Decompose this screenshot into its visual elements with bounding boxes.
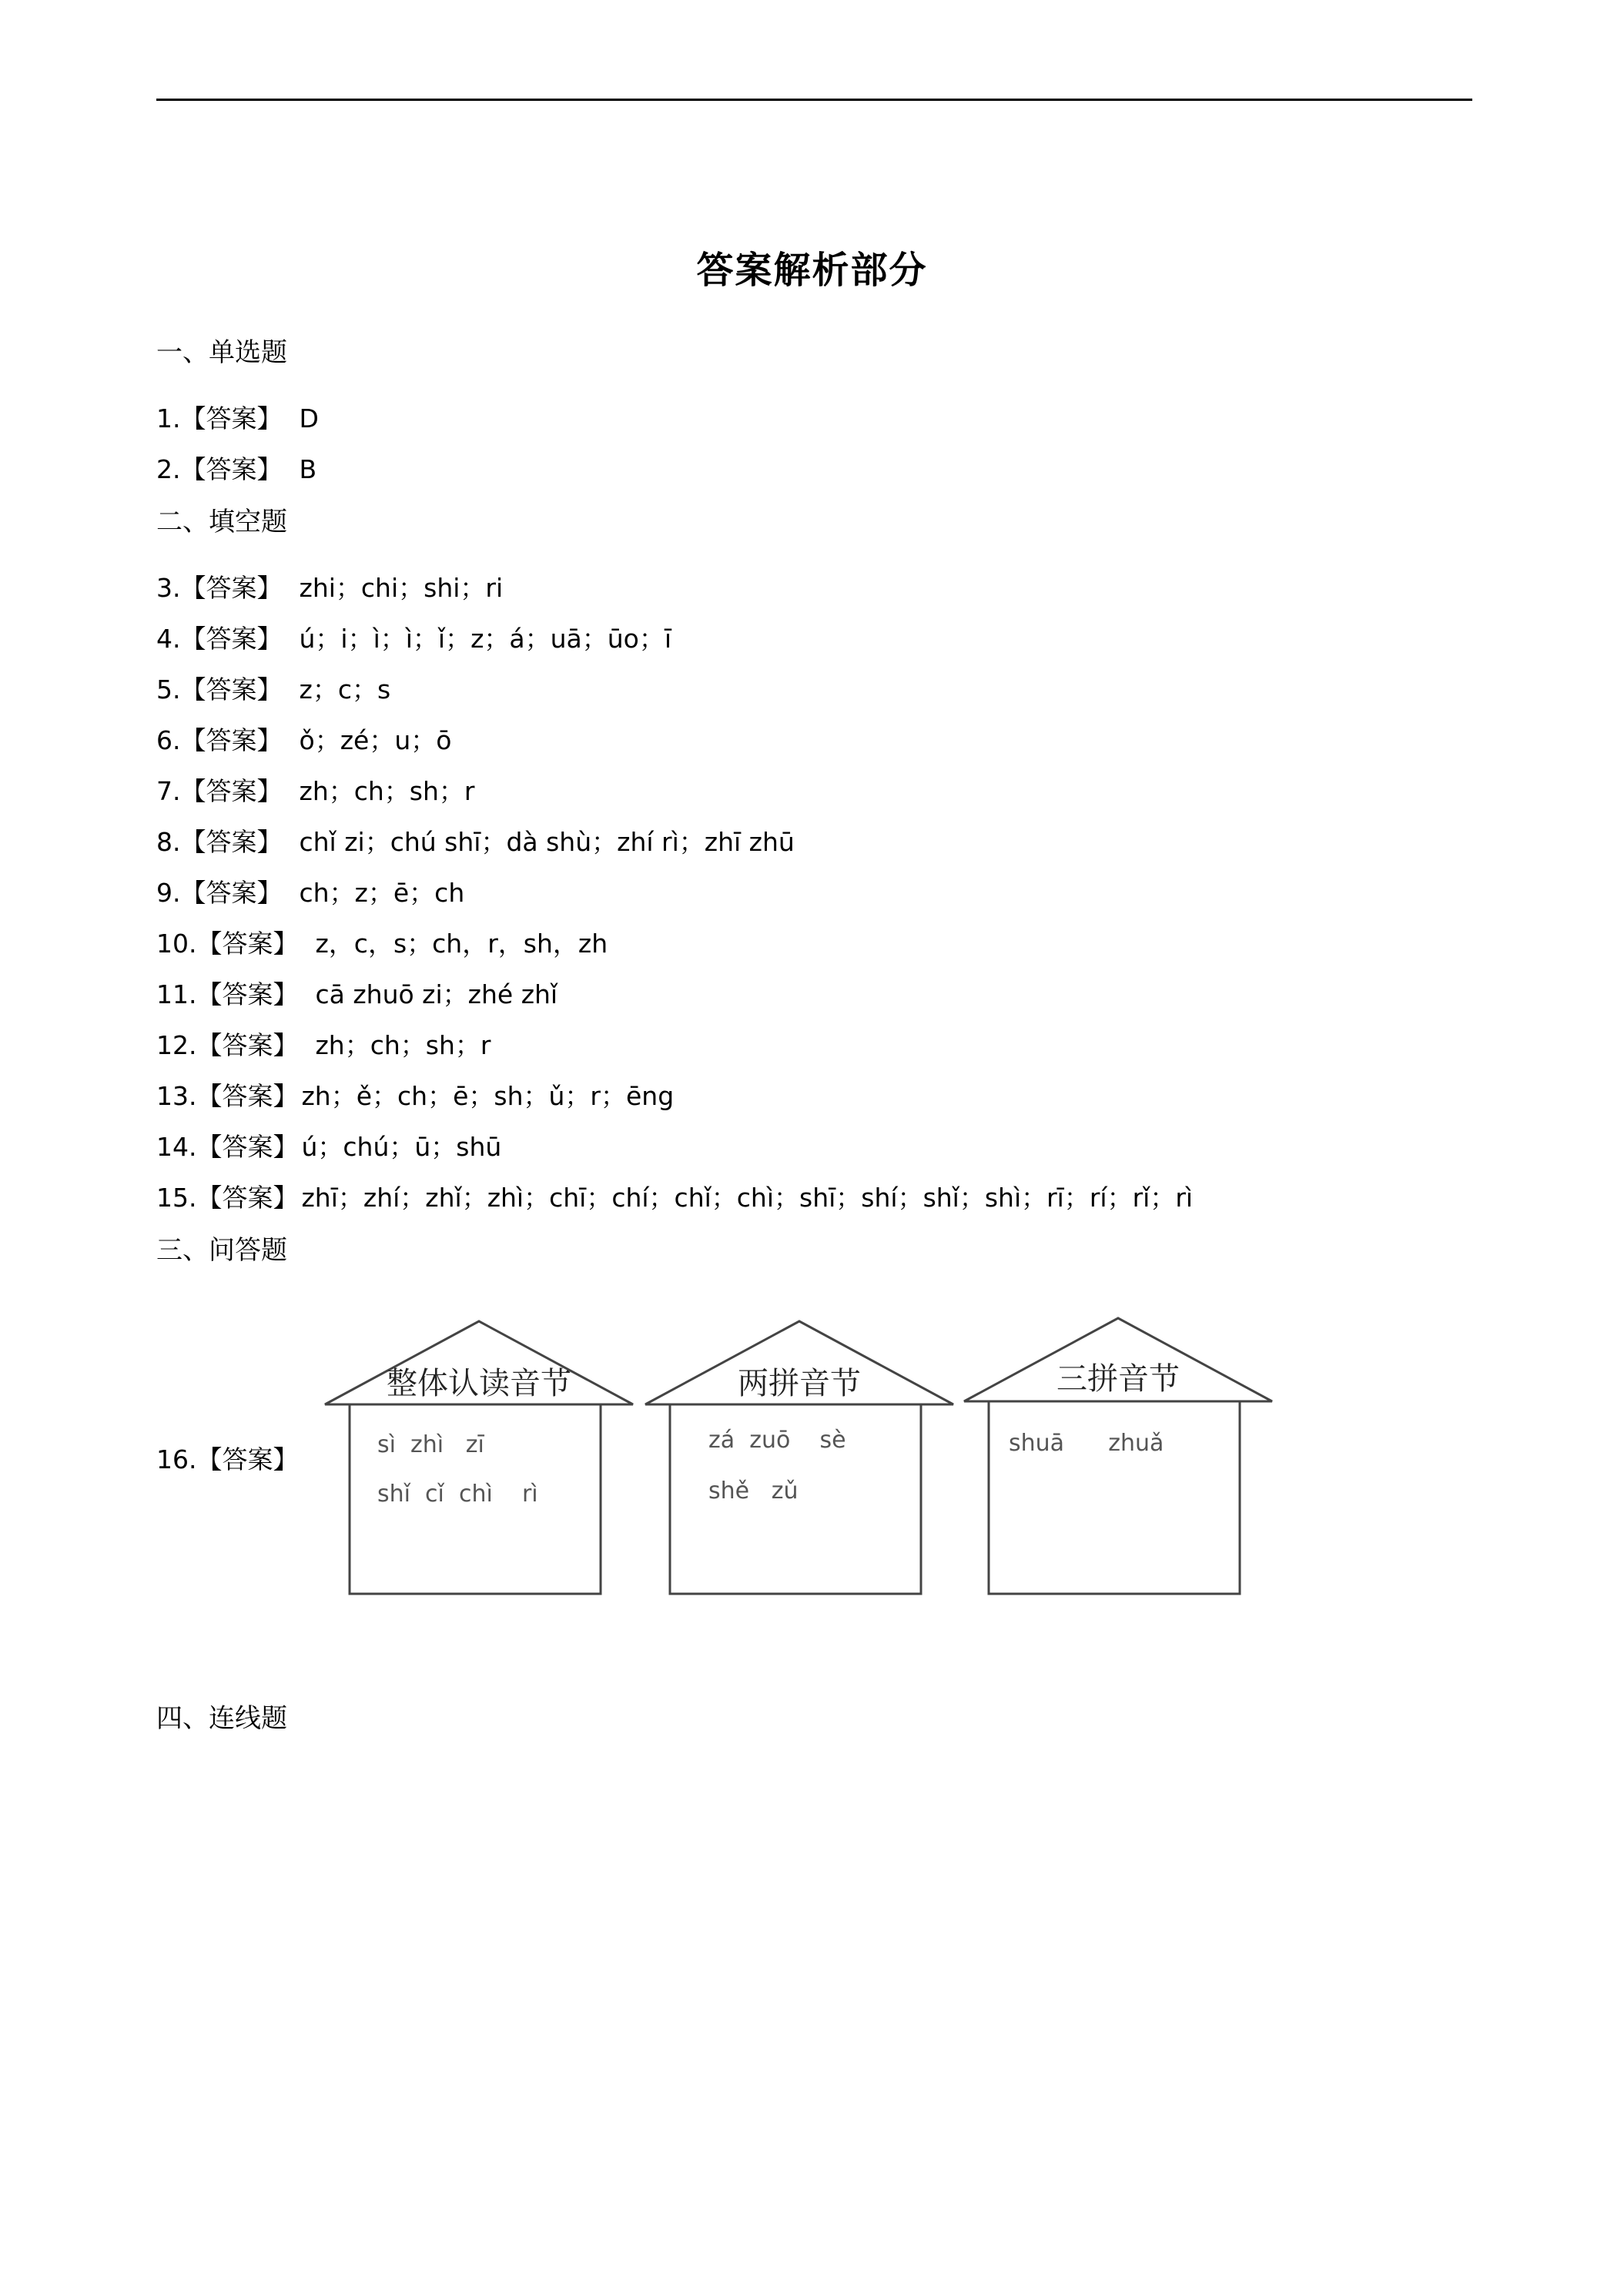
house-syllables: shuā zhuǎ bbox=[1009, 1430, 1164, 1457]
syllable-houses-diagram bbox=[323, 1315, 1278, 1626]
answer-tag: 【答案】 bbox=[180, 403, 283, 433]
answer-tag: 【答案】 bbox=[180, 674, 283, 705]
answer-number: 5. bbox=[156, 674, 181, 705]
house-whole-syllable bbox=[325, 1321, 633, 1594]
answer-tag: 【答案】 bbox=[196, 1444, 299, 1474]
answer-number: 13. bbox=[156, 1081, 197, 1111]
answer-number: 15. bbox=[156, 1183, 197, 1213]
answer-tag: 【答案】 bbox=[196, 979, 299, 1009]
answer-line bbox=[156, 399, 319, 435]
answer-tag: 【答案】 bbox=[180, 725, 283, 755]
answer-line bbox=[156, 1127, 501, 1163]
answer-number: 3. bbox=[156, 573, 181, 603]
answer-line bbox=[156, 924, 608, 960]
header-rule bbox=[156, 99, 1472, 101]
answer-line bbox=[156, 1440, 298, 1476]
answer-value: ǒ；zé；u；ō bbox=[299, 725, 452, 755]
answer-tag: 【答案】 bbox=[196, 929, 299, 959]
answer-number: 16. bbox=[156, 1444, 197, 1474]
answer-number: 4. bbox=[156, 624, 181, 654]
answer-tag: 【答案】 bbox=[180, 878, 283, 908]
answer-number: 12. bbox=[156, 1030, 197, 1060]
answer-value: zh；ch；sh；r bbox=[299, 776, 475, 806]
section-qa: 三、问答题 bbox=[156, 1235, 287, 1266]
answer-tag: 【答案】 bbox=[180, 624, 283, 654]
answer-tag: 【答案】 bbox=[196, 1030, 299, 1060]
answer-value: z；c；s bbox=[299, 674, 391, 705]
answer-number: 11. bbox=[156, 979, 197, 1009]
answer-value: zh；ch；sh；r bbox=[315, 1030, 491, 1060]
answer-tag: 【答案】 bbox=[180, 573, 283, 603]
answer-value: chǐ zi；chú shī；dà shù；zhí rì；zhī zhū bbox=[299, 827, 795, 857]
answer-value: cā zhuō zi；zhé zhǐ bbox=[315, 979, 558, 1009]
answer-line bbox=[156, 568, 503, 604]
answer-value: B bbox=[299, 454, 317, 484]
answer-value: zhī；zhí；zhǐ；zhì；chī；chí；chǐ；chì；shī；shí；shǐ；shì；rī；rí；rǐ；rì bbox=[301, 1183, 1194, 1213]
answer-line bbox=[156, 1076, 674, 1113]
answer-value: ch；z；ē；ch bbox=[299, 878, 465, 908]
answer-number: 1. bbox=[156, 403, 181, 433]
answer-line bbox=[156, 873, 464, 909]
section-matching: 四、连线题 bbox=[156, 1703, 287, 1734]
house-three-part-syllable bbox=[964, 1318, 1272, 1594]
answer-value: zhi；chi；shi；ri bbox=[299, 573, 504, 603]
house-syllables: shě zǔ bbox=[708, 1478, 799, 1504]
answer-line bbox=[156, 670, 390, 706]
house-label: 三拼音节 bbox=[1056, 1361, 1180, 1397]
house-label: 两拼音节 bbox=[738, 1366, 861, 1401]
answer-value: ú；chú；ū；shū bbox=[301, 1132, 502, 1162]
answer-number: 8. bbox=[156, 827, 181, 857]
answer-tag: 【答案】 bbox=[196, 1081, 299, 1111]
answer-number: 14. bbox=[156, 1132, 197, 1162]
house-two-part-syllable bbox=[645, 1321, 953, 1594]
house-label: 整体认读音节 bbox=[387, 1366, 571, 1401]
house-syllables: sì zhì zī bbox=[377, 1431, 484, 1458]
answer-tag: 【答案】 bbox=[180, 776, 283, 806]
answer-line bbox=[156, 1026, 491, 1062]
answer-line bbox=[156, 450, 316, 486]
answer-line bbox=[156, 1178, 1193, 1214]
answer-number: 7. bbox=[156, 776, 181, 806]
answer-line bbox=[156, 721, 451, 757]
answer-tag: 【答案】 bbox=[196, 1183, 299, 1213]
section-fill-blank: 二、填空题 bbox=[156, 507, 287, 537]
answer-value: ú；i；ì；ì；ǐ；z；á；uā；ūo；ī bbox=[299, 624, 672, 654]
answer-number: 10. bbox=[156, 929, 197, 959]
section-single-choice: 一、单选题 bbox=[156, 337, 287, 368]
answer-value: z，c，s；ch，r，sh，zh bbox=[315, 929, 608, 959]
answer-line bbox=[156, 822, 795, 858]
answer-value: D bbox=[299, 403, 319, 433]
answer-number: 9. bbox=[156, 878, 181, 908]
answer-tag: 【答案】 bbox=[180, 454, 283, 484]
answer-tag: 【答案】 bbox=[196, 1132, 299, 1162]
answer-value: zh；ě；ch；ē；sh；ǔ；r；ēng bbox=[301, 1081, 675, 1111]
answer-line bbox=[156, 975, 558, 1011]
answer-number: 6. bbox=[156, 725, 181, 755]
page-title: 答案解析部分 bbox=[696, 249, 928, 292]
answer-line bbox=[156, 771, 474, 808]
answer-tag: 【答案】 bbox=[180, 827, 283, 857]
answer-line bbox=[156, 619, 671, 655]
house-syllables: shǐ cǐ chì rì bbox=[377, 1481, 538, 1508]
house-syllables: zá zuō sè bbox=[708, 1427, 846, 1454]
answer-number: 2. bbox=[156, 454, 181, 484]
